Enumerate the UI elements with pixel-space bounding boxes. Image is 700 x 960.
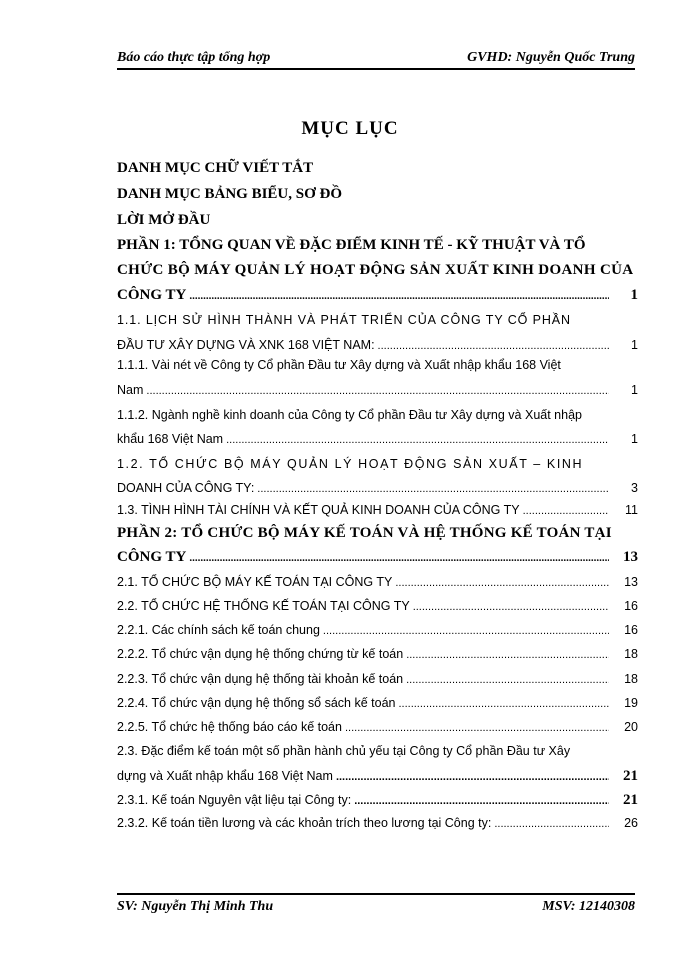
leader-dots: [146, 385, 609, 397]
leader-dots: [189, 290, 609, 302]
toc-entry-2-2-2[interactable]: [117, 647, 638, 661]
toc-text: 2.1. TỔ CHỨC BỘ MÁY KẾ TOÁN TẠI CÔNG TY: [117, 575, 393, 589]
toc-text: 2.3.1. Kế toán Nguyên vật liệu tại Công ty:: [117, 793, 352, 807]
toc-entry-abbreviations[interactable]: DANH MỤC CHỮ VIẾT TẮT: [117, 160, 314, 176]
toc-entry-1-1-2-line2[interactable]: [117, 432, 638, 446]
toc-text: dựng và Xuất nhập khẩu 168 Việt Nam: [117, 769, 333, 783]
toc-entry-1-1-1-line1[interactable]: 1.1.1. Vài nét về Công ty Cổ phần Đầu tư Xây dựng và Xuất nhập khẩu 168 Việt: [117, 358, 561, 372]
page-title: MỤC LỤC: [301, 118, 399, 139]
toc-text: 2.2.3. Tổ chức vận dụng hệ thống tài khoản kế toán: [117, 672, 404, 686]
toc-entry-2-3-2[interactable]: [117, 816, 638, 830]
toc-entry-1-1-2-line1[interactable]: 1.1.2. Ngành nghề kinh doanh của Công ty Cổ phần Đầu tư Xây dựng và Xuất nhập: [117, 408, 582, 422]
toc-entry-part1-line1[interactable]: [117, 237, 638, 254]
toc-entry-part1-line3[interactable]: [117, 287, 638, 304]
leader-dots: [226, 434, 609, 446]
toc-page-number: 1: [631, 383, 638, 397]
leader-dots: [395, 577, 609, 589]
leader-dots: [413, 601, 609, 613]
toc-entry-2-3-1[interactable]: [117, 792, 638, 809]
leader-dots: [323, 625, 609, 637]
toc-text: PHẦN 1: TỔNG QUAN VỀ ĐẶC ĐIỂM KINH TẾ - KỸ THUẬT VÀ TỔ: [117, 237, 586, 253]
page-footer: [117, 893, 635, 915]
toc-text: 2.2.4. Tổ chức vận dụng hệ thống sổ sách kế toán: [117, 696, 396, 710]
toc-page-number: 26: [624, 816, 638, 830]
toc-page-number: 18: [624, 672, 638, 686]
leader-dots: [378, 340, 609, 352]
toc-page-number: 19: [624, 696, 638, 710]
leader-dots: [345, 722, 609, 734]
toc-entry-part1-line2[interactable]: CHỨC BỘ MÁY QUẢN LÝ HOẠT ĐỘNG SẢN XUẤT KINH DOANH CỦA: [117, 262, 634, 278]
leader-dots: [494, 818, 609, 830]
toc-text: 2.2.2. Tổ chức vận dụng hệ thống chứng từ kế toán: [117, 647, 404, 661]
toc-entry-2-1[interactable]: [117, 575, 638, 589]
toc-entry-1-1-line1[interactable]: 1.1. LỊCH SỬ HÌNH THÀNH VÀ PHÁT TRIỂN CỦA CÔNG TY CỔ PHẦN: [117, 313, 571, 327]
toc-entry-tables[interactable]: DANH MỤC BẢNG BIỂU, SƠ ĐỒ: [117, 186, 343, 202]
toc-page-number: 21: [623, 768, 638, 784]
toc-text: CÔNG TY: [117, 549, 187, 565]
leader-dots: [523, 505, 609, 517]
toc-text: 2.2. TỔ CHỨC HỆ THỐNG KẾ TOÁN TẠI CÔNG TY: [117, 599, 410, 613]
toc-page-number: 16: [624, 623, 638, 637]
toc-page-number: 1: [630, 287, 638, 303]
toc-page-number: 1: [631, 338, 638, 352]
toc-entry-2-2[interactable]: [117, 599, 638, 613]
toc-page-number: 11: [625, 503, 638, 517]
footer-student: SV: Nguyễn Thị Minh Thu: [117, 899, 274, 914]
toc-page-number: 13: [624, 575, 638, 589]
leader-dots: [406, 674, 609, 686]
toc-entry-introduction[interactable]: LỜI MỞ ĐẦU: [117, 212, 211, 228]
leader-dots: [406, 649, 609, 661]
toc-page-number: 3: [631, 481, 638, 495]
toc-entry-2-2-3[interactable]: [117, 672, 638, 686]
toc-entry-2-2-5[interactable]: [117, 720, 638, 734]
toc-entry-1-1-1-line2[interactable]: [117, 383, 638, 397]
toc-entry-2-2-4[interactable]: [117, 696, 638, 710]
leader-dots: [336, 771, 609, 783]
toc-page-number: 20: [624, 720, 638, 734]
toc-entry-part2-line1[interactable]: PHẦN 2: TỔ CHỨC BỘ MÁY KẾ TOÁN VÀ HỆ THỐNG KẾ TOÁN TẠI: [117, 525, 612, 541]
leader-dots: [189, 552, 609, 564]
toc-entry-part2-line2[interactable]: [117, 549, 638, 566]
toc-text: 2.2.5. Tổ chức hệ thống báo cáo kế toán: [117, 720, 342, 734]
toc-text: DOANH CỦA CÔNG TY:: [117, 481, 255, 495]
toc-text: CÔNG TY: [117, 287, 187, 303]
toc-page-number: 21: [623, 792, 638, 808]
toc-entry-2-2-1[interactable]: [117, 623, 638, 637]
toc-text: Nam: [117, 383, 144, 397]
toc-text: ĐẦU TƯ XÂY DỰNG VÀ XNK 168 VIỆT NAM:: [117, 338, 375, 352]
toc-text: 2.2.1. Các chính sách kế toán chung: [117, 623, 320, 637]
header-report-title: Báo cáo thực tập tổng hợp: [117, 50, 271, 65]
toc-entry-1-2-line1[interactable]: 1.2. TỔ CHỨC BỘ MÁY QUẢN LÝ HOẠT ĐỘNG SẢN XUẤT – KINH: [117, 457, 584, 471]
leader-dots: [257, 483, 609, 495]
toc-page-number: 18: [624, 647, 638, 661]
toc-page-number: 16: [624, 599, 638, 613]
toc-text: 2.3.2. Kế toán tiền lương và các khoản trích theo lương tại Công ty:: [117, 816, 492, 830]
page-header: [117, 44, 635, 70]
footer-student-id: MSV: 12140308: [542, 899, 635, 914]
leader-dots: [354, 795, 609, 807]
toc-entry-1-2-line2[interactable]: [117, 481, 638, 495]
toc-entry-1-1-line2[interactable]: [117, 338, 638, 352]
toc-page-number: 1: [631, 432, 638, 446]
toc-text: khẩu 168 Việt Nam: [117, 432, 224, 446]
toc-entry-2-3-line2[interactable]: [117, 768, 638, 785]
leader-dots: [398, 698, 609, 710]
toc-entry-1-3[interactable]: [117, 503, 638, 517]
toc-text: 1.3. TÌNH HÌNH TÀI CHÍNH VÀ KẾT QUẢ KINH DOANH CỦA CÔNG TY: [117, 503, 520, 517]
toc-entry-2-3-line1[interactable]: 2.3. Đặc điểm kế toán một số phần hành chủ yếu tại Công ty Cổ phần Đầu tư Xây: [117, 744, 571, 758]
header-supervisor: GVHD: Nguyễn Quốc Trung: [467, 50, 635, 65]
toc-page-number: 13: [623, 549, 638, 565]
